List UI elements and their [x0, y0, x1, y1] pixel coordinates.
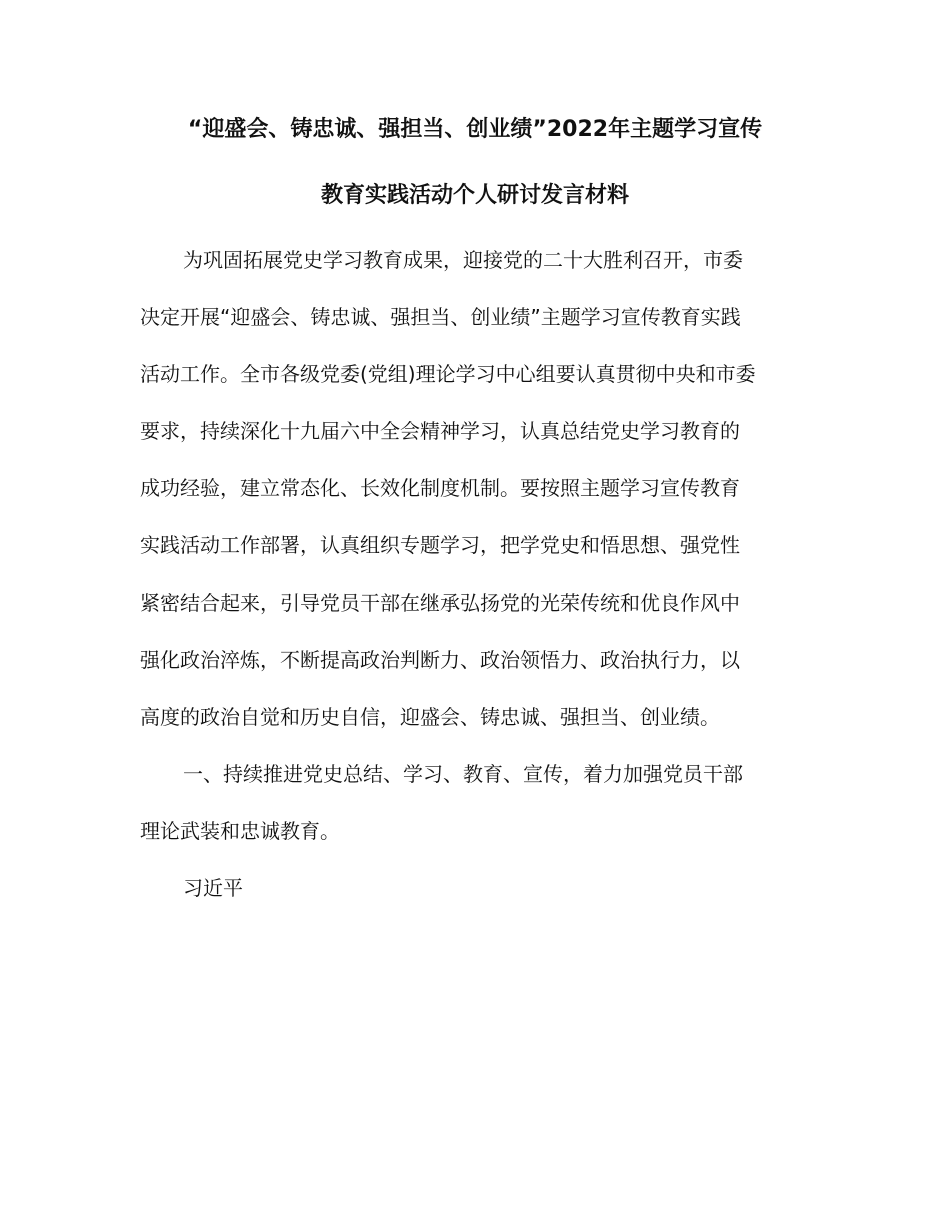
- paragraph-line: 紧密结合起来，引导党员干部在继承弘扬党的光荣传统和优良作风中: [140, 591, 740, 615]
- paragraph-line: 要求，持续深化十九届六中全会精神学习，认真总结党史学习教育的: [140, 419, 740, 443]
- paragraph-line: 为巩固拓展党史学习教育成果，迎接党的二十大胜利召开，市委: [183, 248, 743, 272]
- document-title-line-2: 教育实践活动个人研讨发言材料: [320, 183, 629, 208]
- document-title-line-1: “迎盛会、铸忠诚、强担当、创业绩”2022年主题学习宣传: [187, 117, 763, 142]
- paragraph-line: 活动工作。全市各级党委(党组)理论学习中心组要认真贯彻中央和市委: [140, 362, 756, 386]
- paragraph-line: 成功经验，建立常态化、长效化制度机制。要按照主题学习宣传教育: [140, 476, 740, 500]
- author-name: 习近平: [183, 876, 243, 900]
- paragraph-line: 实践活动工作部署，认真组织专题学习，把学党史和悟思想、强党性: [140, 533, 740, 557]
- paragraph-line: 高度的政治自觉和历史自信，迎盛会、铸忠诚、强担当、创业绩。: [140, 705, 720, 729]
- paragraph-line: 决定开展“迎盛会、铸忠诚、强担当、创业绩”主题学习宣传教育实践: [140, 305, 741, 329]
- section-heading-line: 理论武装和忠诚教育。: [140, 819, 340, 843]
- paragraph-line: 强化政治淬炼，不断提高政治判断力、政治领悟力、政治执行力，以: [140, 648, 740, 672]
- section-heading-line: 一、持续推进党史总结、学习、教育、宣传，着力加强党员干部: [183, 762, 743, 786]
